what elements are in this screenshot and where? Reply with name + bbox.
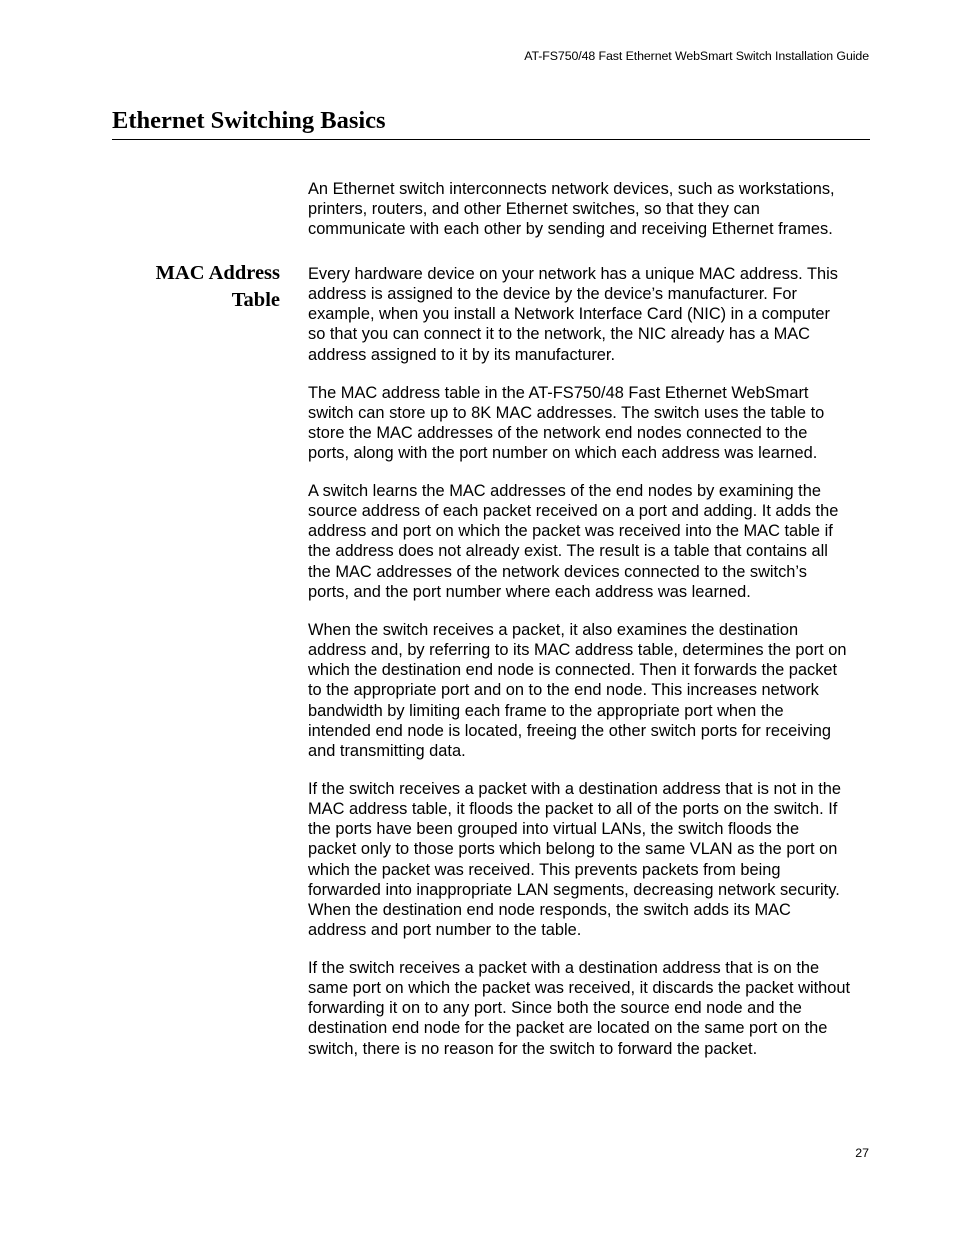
paragraph-line: If the switch receives a packet with a destination address that is on the [308, 959, 820, 977]
intro-line: communicate with each other by sending and receiving Ethernet frames. [308, 220, 833, 239]
body-paragraph [308, 383, 824, 464]
paragraph-line: the ports have been grouped into virtual LANs, the switch floods the [308, 820, 800, 839]
paragraph-line: ports, along with the port number on which each address was learned. [308, 444, 818, 463]
paragraph-line: source address of each packet received on a port and adding. It adds the [308, 502, 839, 521]
paragraph-line: address and port number to the table. [308, 921, 582, 940]
body-paragraph [308, 481, 838, 602]
paragraph-line: Every hardware device on your network has a unique MAC address. This [308, 265, 838, 283]
paragraph-line: address and, by referring to its MAC address table, determines the port on [308, 641, 847, 660]
paragraph-line: If the switch receives a packet with a destination address that is not in the [308, 780, 841, 798]
paragraph-line: same port on which the packet was received, it discards the packet without [308, 979, 851, 998]
paragraph-line: store the MAC addresses of the network end nodes connected to the [308, 424, 808, 443]
intro-line: An Ethernet switch interconnects network devices, such as workstations, [308, 180, 835, 198]
paragraph-line: forwarding it on to any port. Since both the source end node and the [308, 999, 802, 1018]
paragraph-line: and transmitting data. [308, 741, 466, 760]
paragraph-line: switch, there is no reason for the switch to forward the packet. [308, 1039, 758, 1058]
paragraph-line: switch can store up to 8K MAC addresses. The switch uses the table to [308, 404, 825, 423]
paragraph-line: bandwidth by limiting each frame to the appropriate port when the [308, 701, 784, 720]
paragraph-line: packet only to those ports which belong to the same VLAN as the port on [308, 840, 838, 859]
paragraph-line: address is assigned to the device by the device’s manufacturer. For [308, 285, 797, 304]
paragraph-line: the MAC addresses of the network devices connected to the switch’s [308, 562, 807, 581]
running-header: AT-FS750/48 Fast Ethernet WebSmart Switch Installation Guide [524, 49, 869, 63]
intro-paragraph [308, 179, 835, 239]
section-heading [156, 260, 280, 314]
paragraph-line: which the packet was received. This prevents packets from being [308, 860, 781, 879]
paragraph-line: address and port on which the packet was received into the MAC table if [308, 522, 833, 541]
paragraph-line: so that you can connect it to the network, the NIC already has a MAC [308, 325, 810, 344]
paragraph-line: intended end node is located, freeing the other switch ports for receiving [308, 721, 831, 740]
paragraph-line: ports, and the port number where each address was learned. [308, 582, 751, 601]
body-paragraph [308, 779, 841, 940]
chapter-heading: Ethernet Switching Basics [112, 107, 386, 134]
paragraph-line: A switch learns the MAC addresses of the end nodes by examining the [308, 482, 821, 500]
section-heading-line: MAC Address [155, 262, 280, 284]
paragraph-line: The MAC address table in the AT-FS750/48 Fast Ethernet WebSmart [308, 384, 809, 402]
body-paragraph [308, 620, 846, 761]
intro-line: printers, routers, and other Ethernet switches, so that they can [308, 200, 760, 219]
paragraph-line: forwarded into inappropriate LAN segments, decreasing network security. [308, 880, 840, 899]
body-paragraph [308, 958, 850, 1059]
heading-rule [112, 139, 870, 140]
paragraph-line: which the destination end node is connected. Then it forwards the packet [308, 661, 838, 680]
paragraph-line: address assigned to it by its manufacturer. [308, 345, 616, 364]
page-number: 27 [855, 1146, 869, 1160]
paragraph-line: example, when you install a Network Interface Card (NIC) in a computer [308, 305, 830, 324]
paragraph-line: destination end node for the packet are located on the same port on the [308, 1019, 828, 1038]
section-heading-line: Table [231, 289, 280, 311]
paragraph-line: to the appropriate port and on to the end node. This increases network [308, 681, 819, 700]
paragraph-line: When the destination end node responds, the switch adds its MAC [308, 900, 791, 919]
paragraph-line: When the switch receives a packet, it also examines the destination [308, 621, 799, 639]
paragraph-line: MAC address table, it floods the packet to all of the ports on the switch. If [308, 800, 838, 819]
paragraph-line: the address does not already exist. The result is a table that contains all [308, 542, 828, 561]
body-paragraph [308, 264, 838, 365]
